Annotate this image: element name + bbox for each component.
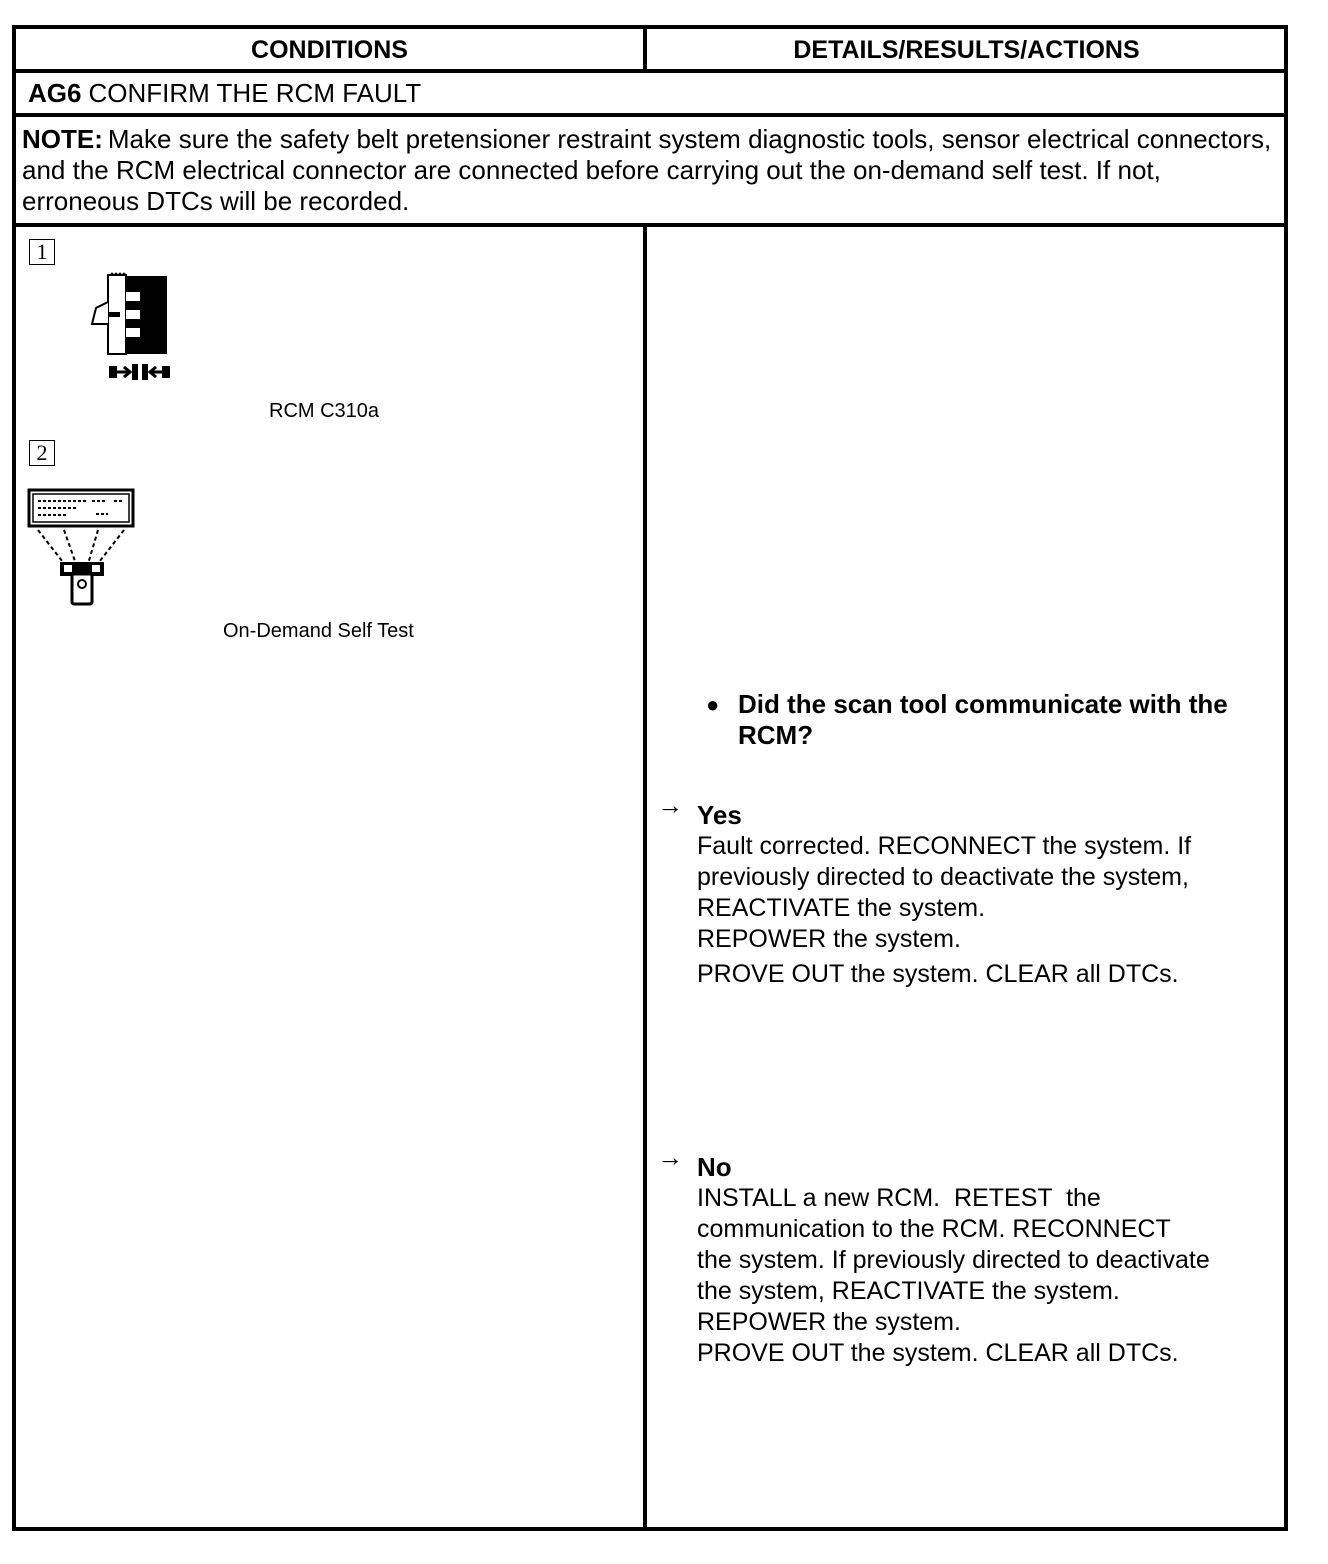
note-text: Make sure the safety belt pretensioner restraint system diagnostic tools, sensor electrical connectors, and the RCM electrical connector are connected before carrying out the on-demand self test. If not, erroneous DTCs will be recorded. xyxy=(22,124,1272,216)
column-divider xyxy=(643,225,647,1531)
condition-number-1: 1 xyxy=(29,239,55,265)
answer-line: REPOWER the system. xyxy=(697,1308,961,1336)
answer-no-label: No xyxy=(697,1152,732,1182)
diagnostic-question xyxy=(706,689,1266,751)
condition-caption-1: RCM C310a xyxy=(269,400,380,422)
conditions-header: CONDITIONS xyxy=(251,35,408,64)
details-header: DETAILS/RESULTS/ACTIONS xyxy=(793,35,1140,64)
scan-tool-icon xyxy=(26,486,138,610)
bullet-icon: ● xyxy=(706,692,720,717)
condition-caption-2: On-Demand Self Test xyxy=(223,620,414,642)
answer-no xyxy=(657,1142,1277,1369)
answer-line: REACTIVATE the system. xyxy=(697,894,986,922)
step-rule xyxy=(12,113,1288,117)
step-title-text: CONFIRM THE RCM FAULT xyxy=(88,78,422,108)
answer-line: INSTALL a new RCM. RETEST the xyxy=(697,1184,1101,1212)
note xyxy=(22,124,1272,217)
connector-connect-icon xyxy=(88,272,178,384)
condition-number-2: 2 xyxy=(29,440,55,466)
answer-line: communication to the RCM. RECONNECT xyxy=(697,1215,1171,1243)
right-arrow-icon: → xyxy=(657,1142,683,1172)
answer-line: PROVE OUT the system. CLEAR all DTCs. xyxy=(697,960,1179,988)
note-label: NOTE: xyxy=(22,124,103,154)
answer-line: Fault corrected. RECONNECT the system. If xyxy=(697,832,1192,860)
answer-yes-label: Yes xyxy=(697,800,742,830)
question-text: Did the scan tool communicate with the RCM? xyxy=(738,689,1228,750)
answer-yes xyxy=(657,790,1277,990)
answer-yes-text xyxy=(697,831,1277,990)
answer-line: previously directed to deactivate the system, xyxy=(697,863,1189,891)
note-rule xyxy=(12,223,1288,227)
answer-line: PROVE OUT the system. CLEAR all DTCs. xyxy=(697,1339,1179,1367)
answer-no-text xyxy=(697,1183,1277,1369)
answer-line: REPOWER the system. xyxy=(697,925,961,953)
step-code: AG6 xyxy=(28,78,82,108)
answer-line: the system. If previously directed to deactivate xyxy=(697,1246,1210,1274)
step-title xyxy=(16,74,1286,113)
answer-line: the system, REACTIVATE the system. xyxy=(697,1277,1120,1305)
right-arrow-icon: → xyxy=(657,790,683,820)
